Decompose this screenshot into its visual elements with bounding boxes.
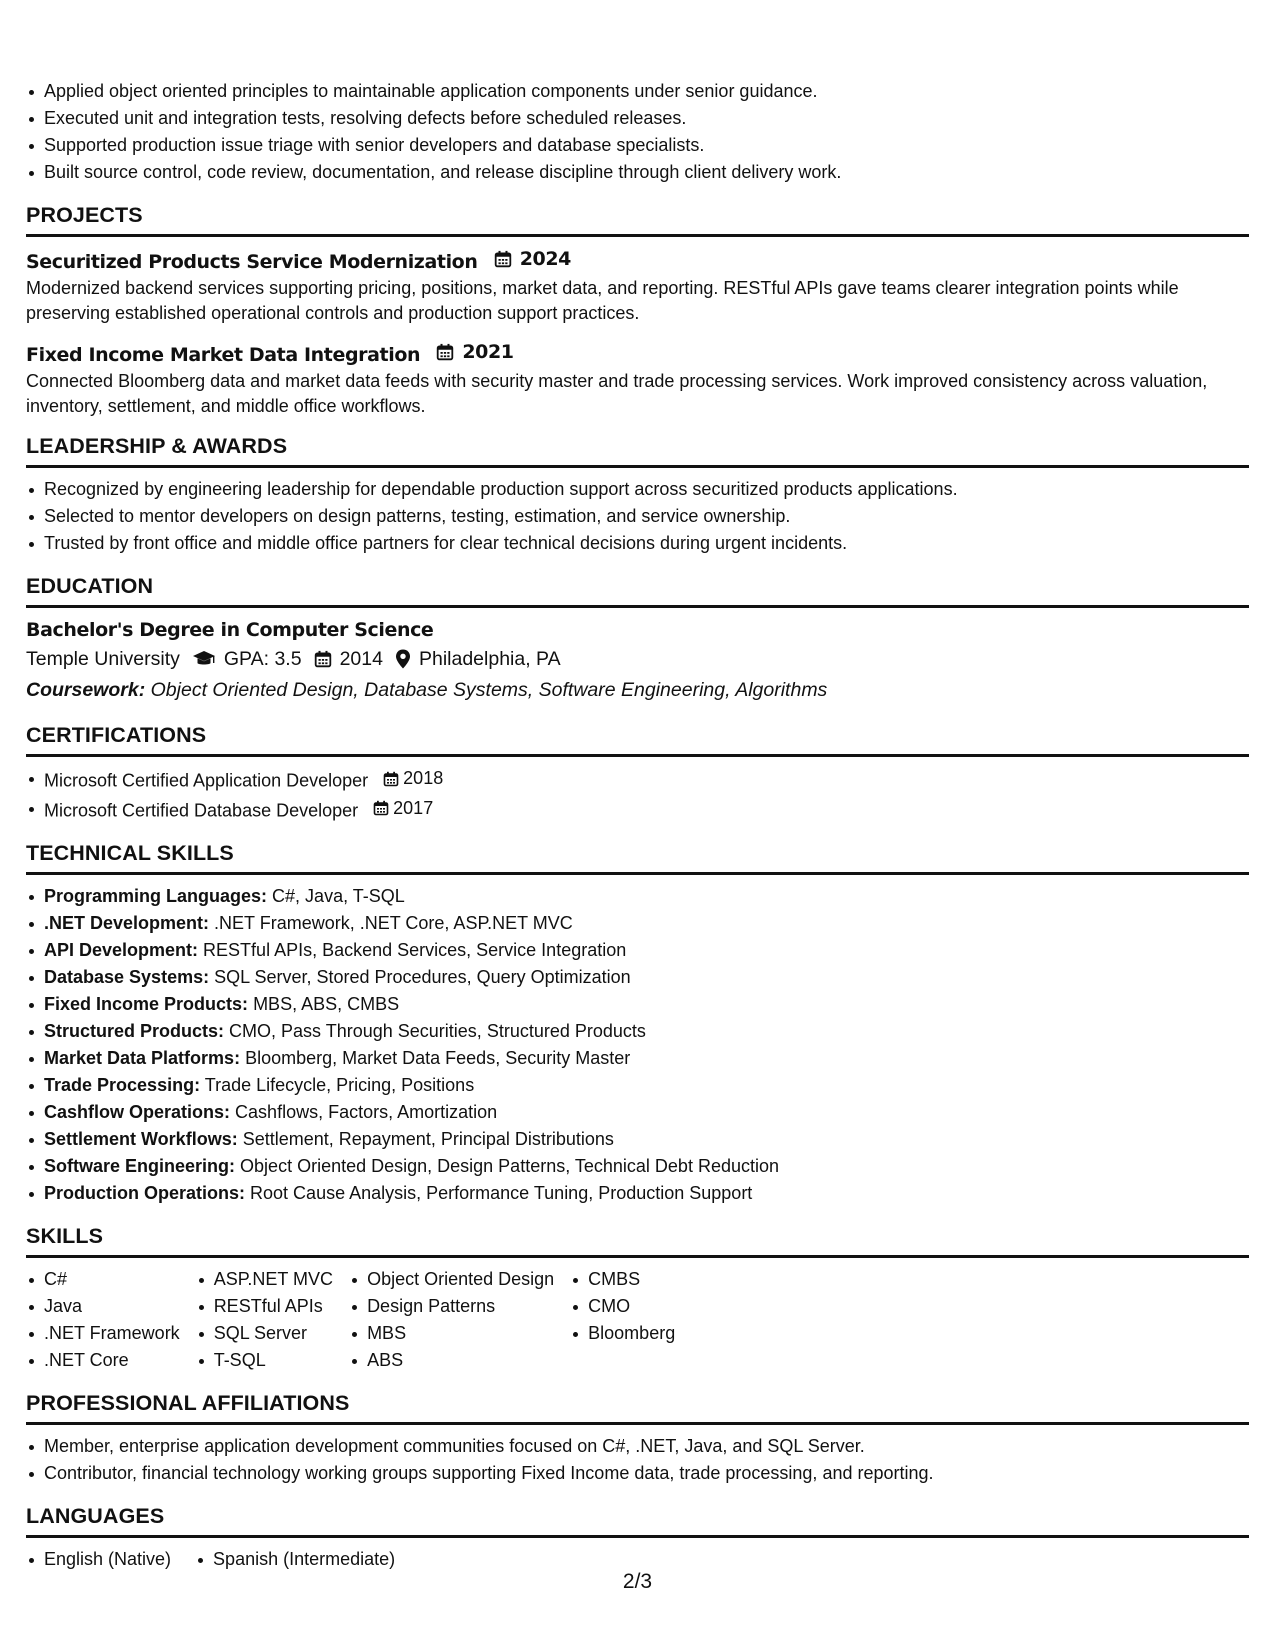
calendar-icon xyxy=(436,343,454,361)
section-heading: LANGUAGES xyxy=(26,1501,1249,1538)
project-name: Fixed Income Market Data Integration xyxy=(26,344,421,366)
list-item: .NET Core xyxy=(26,1347,180,1374)
list-item xyxy=(26,937,1249,964)
skill-category: Fixed Income Products: xyxy=(44,994,249,1014)
list-item: ASP.NET MVC xyxy=(196,1266,333,1293)
list-item xyxy=(26,1099,1249,1126)
calendar-icon xyxy=(383,771,399,787)
list-item: .NET Framework xyxy=(26,1320,180,1347)
list-item xyxy=(26,883,1249,910)
calendar-icon xyxy=(373,800,389,816)
list-item: Java xyxy=(26,1293,180,1320)
projects-section xyxy=(26,200,1249,419)
list-item: Object Oriented Design xyxy=(349,1266,554,1293)
skill-values: Root Cause Analysis, Performance Tuning, Production Support xyxy=(250,1183,753,1203)
affiliations-list xyxy=(26,1433,1249,1487)
skill-values: Object Oriented Design, Design Patterns, Technical Debt Reduction xyxy=(240,1156,780,1176)
skill-values: MBS, ABS, CMBS xyxy=(253,994,400,1014)
section-heading: SKILLS xyxy=(26,1221,1249,1258)
coursework xyxy=(26,674,1249,706)
list-item xyxy=(26,1072,1249,1099)
skill-category: Software Engineering: xyxy=(44,1156,236,1176)
list-item: Design Patterns xyxy=(349,1293,554,1320)
list-item xyxy=(26,1126,1249,1153)
list-item xyxy=(26,964,1249,991)
experience-bullets xyxy=(26,78,1249,186)
list-item: ABS xyxy=(349,1347,554,1374)
certification-date xyxy=(373,795,433,822)
skill-category: Settlement Workflows: xyxy=(44,1129,238,1149)
skills-section xyxy=(26,1221,1249,1374)
section-heading: LEADERSHIP & AWARDS xyxy=(26,431,1249,468)
project-title xyxy=(26,338,1249,369)
project-name: Securitized Products Service Modernization xyxy=(26,251,478,273)
page-number: 2/3 xyxy=(622,1570,653,1593)
graduation-year: 2014 xyxy=(339,648,383,670)
skills-column xyxy=(570,1266,675,1374)
list-item: Trusted by front office and middle office partners for clear technical decisions during urgent incidents. xyxy=(26,530,1249,557)
certification-date xyxy=(383,765,443,792)
school-name: Temple University xyxy=(26,648,180,670)
skill-values: Cashflows, Factors, Amortization xyxy=(235,1102,498,1122)
skill-category: Structured Products: xyxy=(44,1021,225,1041)
list-item: Recognized by engineering leadership for dependable production support across securitized products applications. xyxy=(26,476,1249,503)
list-item: Spanish (Intermediate) xyxy=(195,1546,395,1573)
skill-category: Programming Languages: xyxy=(44,886,268,906)
certification-name: Microsoft Certified Application Developer xyxy=(44,770,369,791)
project-description: Connected Bloomberg data and market data feeds with security master and trade processing services. Work improved consistency across valuation, inventory, settlement, and middle office workflows. xyxy=(26,371,1208,416)
project-description: Modernized backend services supporting pricing, positions, market data, and reporting. RESTful APIs gave teams clearer integration points while preserving established operational controls and production support practices. xyxy=(26,278,1179,323)
skill-category: Cashflow Operations: xyxy=(44,1102,231,1122)
certifications-section xyxy=(26,720,1249,824)
skill-values: RESTful APIs, Backend Services, Service Integration xyxy=(203,940,627,960)
technical-skills-list xyxy=(26,883,1249,1207)
certification-name: Microsoft Certified Database Developer xyxy=(44,800,359,820)
map-pin-icon xyxy=(395,649,411,669)
skill-category: API Development: xyxy=(44,940,199,960)
certifications-list xyxy=(26,765,1249,824)
skill-category: Production Operations: xyxy=(44,1183,246,1203)
school-location xyxy=(395,644,561,674)
project-year: 2021 xyxy=(462,341,514,363)
skill-values: SQL Server, Stored Procedures, Query Optimization xyxy=(214,967,631,987)
skill-values: .NET Framework, .NET Core, ASP.NET MVC xyxy=(214,913,573,933)
list-item: Applied object oriented principles to maintainable application components under senior guidance. xyxy=(26,78,1249,105)
certification-year: 2017 xyxy=(393,797,434,818)
list-item: Bloomberg xyxy=(570,1320,675,1347)
gpa xyxy=(192,644,302,674)
section-heading: CERTIFICATIONS xyxy=(26,720,1249,757)
list-item xyxy=(26,795,1249,825)
list-item: T-SQL xyxy=(196,1347,333,1374)
list-item: Built source control, code review, documentation, and release discipline through client delivery work. xyxy=(26,159,1249,186)
list-item xyxy=(26,991,1249,1018)
list-item xyxy=(26,765,1249,795)
project-title xyxy=(26,245,1249,276)
list-item: CMO xyxy=(570,1293,675,1320)
skills-column xyxy=(26,1266,180,1374)
graduation-date xyxy=(314,644,383,674)
section-heading: PROJECTS xyxy=(26,200,1249,237)
list-item: CMBS xyxy=(570,1266,675,1293)
list-item: MBS xyxy=(349,1320,554,1347)
skill-category: Market Data Platforms: xyxy=(44,1048,241,1068)
list-item xyxy=(26,1045,1249,1072)
skill-values: Settlement, Repayment, Principal Distributions xyxy=(242,1129,614,1149)
skill-values: C#, Java, T-SQL xyxy=(272,886,405,906)
skill-values: Bloomberg, Market Data Feeds, Security Master xyxy=(245,1048,631,1068)
graduation-cap-icon xyxy=(192,650,216,668)
skill-category: .NET Development: xyxy=(44,913,210,933)
education-details xyxy=(26,644,1249,674)
list-item xyxy=(26,1180,1249,1207)
certification-year: 2018 xyxy=(403,768,444,788)
list-item: Contributor, financial technology working groups supporting Fixed Income data, trade processing, and reporting. xyxy=(26,1460,1249,1487)
list-item: Supported production issue triage with senior developers and database specialists. xyxy=(26,132,1249,159)
leadership-list xyxy=(26,476,1249,557)
list-item: Executed unit and integration tests, resolving defects before scheduled releases. xyxy=(26,105,1249,132)
skills-columns xyxy=(26,1266,1249,1374)
project-date xyxy=(494,245,571,273)
skill-category: Database Systems: xyxy=(44,967,210,987)
list-item: SQL Server xyxy=(196,1320,333,1347)
list-item: English (Native) xyxy=(26,1546,171,1573)
section-heading: PROFESSIONAL AFFILIATIONS xyxy=(26,1388,1249,1425)
gpa-value: GPA: 3.5 xyxy=(223,648,302,670)
calendar-icon xyxy=(494,250,512,268)
list-item xyxy=(26,1153,1249,1180)
section-heading: TECHNICAL SKILLS xyxy=(26,838,1249,875)
affiliations-section xyxy=(26,1388,1249,1487)
list-item: Selected to mentor developers on design patterns, testing, estimation, and service ownership. xyxy=(26,503,1249,530)
coursework-label: Coursework: xyxy=(26,679,146,701)
leadership-section xyxy=(26,431,1249,557)
languages-section xyxy=(26,1501,1249,1573)
project-date xyxy=(436,338,513,366)
degree-title: Bachelor's Degree in Computer Science xyxy=(26,619,434,641)
skill-values: CMO, Pass Through Securities, Structured Products xyxy=(229,1021,646,1041)
section-heading: EDUCATION xyxy=(26,571,1249,608)
languages-list xyxy=(26,1546,1249,1573)
project-year: 2024 xyxy=(519,248,571,270)
skills-column xyxy=(349,1266,554,1374)
location-text: Philadelphia, PA xyxy=(418,648,561,670)
technical-skills-section xyxy=(26,838,1249,1207)
list-item: Member, enterprise application development communities focused on C#, .NET, Java, and SQL Server. xyxy=(26,1433,1249,1460)
education-section xyxy=(26,571,1249,706)
skills-column xyxy=(196,1266,333,1374)
list-item xyxy=(26,910,1249,937)
list-item xyxy=(26,1018,1249,1045)
skill-values: Trade Lifecycle, Pricing, Positions xyxy=(204,1075,475,1095)
coursework-list: Object Oriented Design, Database Systems, Software Engineering, Algorithms xyxy=(150,679,828,701)
list-item: RESTful APIs xyxy=(196,1293,333,1320)
list-item: C# xyxy=(26,1266,180,1293)
skill-category: Trade Processing: xyxy=(44,1075,201,1095)
calendar-icon xyxy=(314,650,332,668)
